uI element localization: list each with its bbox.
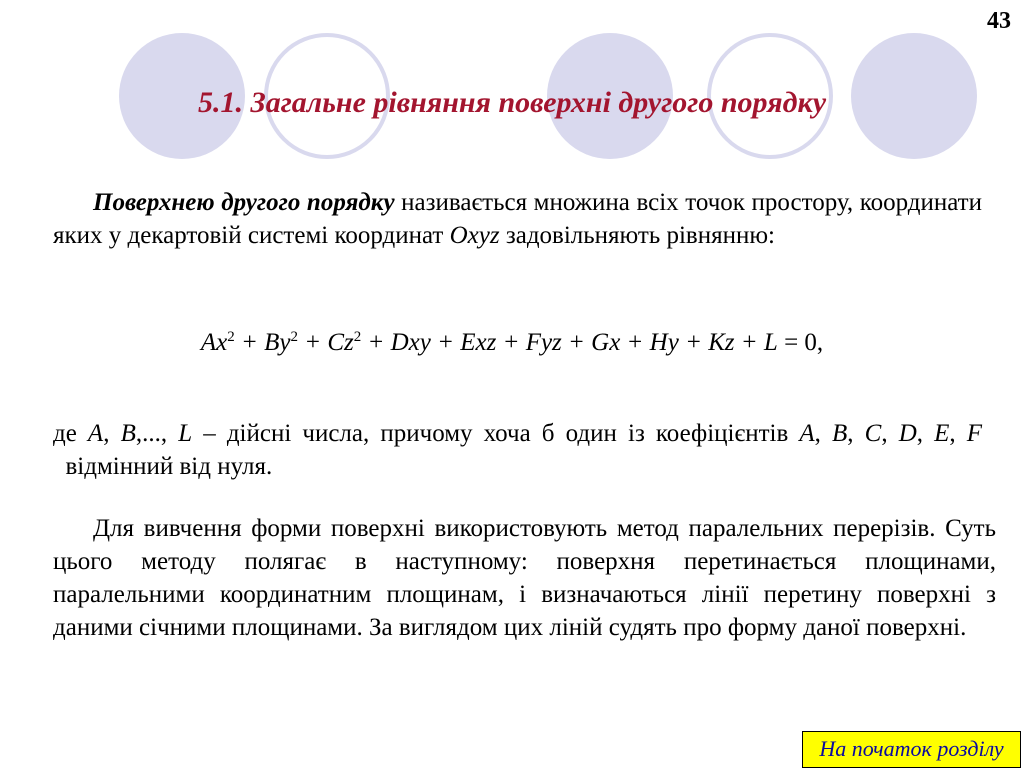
page-number: 43 xyxy=(987,8,1011,34)
page-title: 5.1. Загальне рівняння поверхні другого порядку xyxy=(197,86,827,119)
method-text: Для вивчення форми поверхні використовують метод паралельних перерізів. Суть цього методу полягає в наступному: поверхня перетинається площинами, паралельними координатним площинам, і визначаються лінії перетину поверхні з даними січними площинами. За виглядом цих ліній судять про форму даної поверхні. xyxy=(53,515,996,641)
coefficients-paragraph: де A, B,..., L – дійсні числа, причому хоча б один із коефіцієнтів A, B, C, D, E, F відмінний від нуля. xyxy=(53,420,983,480)
back-to-section-start-button[interactable]: На початок розділу xyxy=(802,731,1021,768)
definition-paragraph: Поверхнею другого порядку називається множина всіх точок простору, координати яких у декартовій системі координат Oxyz задовільняють рівнянню: xyxy=(53,189,982,249)
defined-term: Поверхнею другого порядку xyxy=(93,189,395,216)
method-paragraph xyxy=(53,512,996,644)
coordinate-system: Oxyz xyxy=(449,222,500,249)
general-equation: $Ax^2 + By^2 + Cz^2$ + Dxy + Exz + Fyz + Gx + Hy + Кz + L = 0, xyxy=(200,329,824,356)
